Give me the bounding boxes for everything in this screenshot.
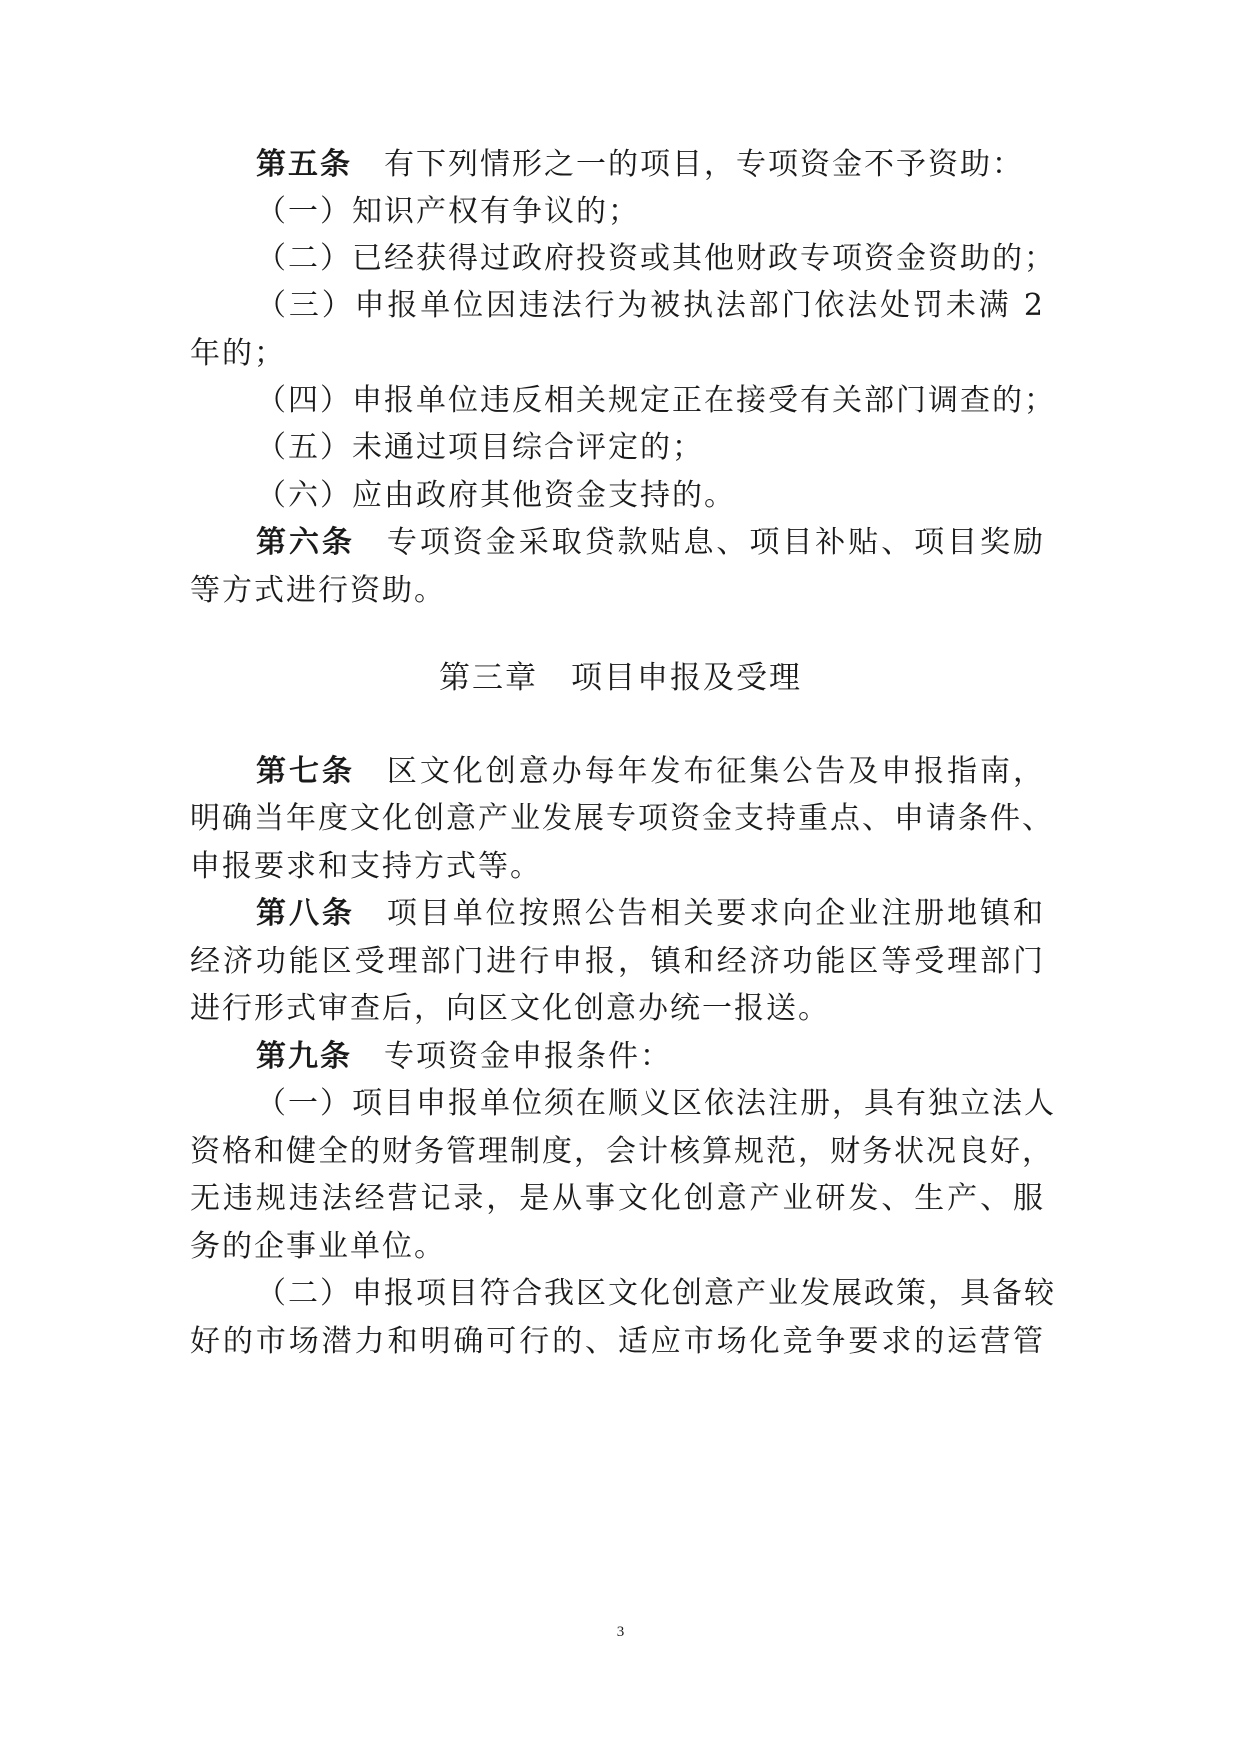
- article-text: 区文化创意办每年发布征集公告及申报指南，: [386, 754, 1046, 789]
- article-8-line-1: [256, 892, 1045, 936]
- page-number: 3: [616, 1624, 625, 1640]
- article-5-heading: [256, 143, 1024, 187]
- article-5-item-5: （五）未通过项目综合评定的；: [256, 430, 704, 465]
- article-5-item-4: （四）申报单位违反相关规定正在接受有关部门调查的；: [256, 383, 1056, 418]
- article-6-line-2: 等方式进行资助。: [190, 573, 446, 608]
- article-5-item-3-continued: 年的；: [190, 336, 286, 371]
- article-text: 项目单位按照公告相关要求向企业注册地镇和: [386, 896, 1046, 931]
- article-7-line-3: 申报要求和支持方式等。: [190, 849, 542, 884]
- article-5-item-3: （三）申报单位因违法行为被执法部门依法处罚未满 2: [256, 288, 1045, 323]
- article-9-heading: [256, 1035, 672, 1079]
- article-label: 第九条: [256, 1039, 352, 1074]
- chapter-title: 第三章 项目申报及受理: [439, 660, 802, 696]
- article-label: 第六条: [256, 525, 355, 560]
- article-7-line-2: 明确当年度文化创意产业发展专项资金支持重点、申请条件、: [190, 801, 1054, 836]
- article-9-item-1-line-1: （一）项目申报单位须在顺义区依法注册，具有独立法人: [256, 1086, 1056, 1121]
- article-9-item-1-line-2: 资格和健全的财务管理制度，会计核算规范，财务状况良好，: [190, 1134, 1054, 1169]
- article-9-item-2-line-1: （二）申报项目符合我区文化创意产业发展政策，具备较: [256, 1276, 1056, 1311]
- article-6-line-1: [256, 521, 1045, 565]
- article-label: 第八条: [256, 896, 355, 931]
- article-7-line-1: [256, 750, 1045, 794]
- article-8-line-2: 经济功能区受理部门进行申报，镇和经济功能区等受理部门: [190, 944, 1045, 979]
- article-9-item-2-line-2: 好的市场潜力和明确可行的、适应市场化竞争要求的运营管: [190, 1324, 1045, 1359]
- article-text: 专项资金采取贷款贴息、项目补贴、项目奖励: [386, 525, 1046, 560]
- article-5-item-1: （一）知识产权有争议的；: [256, 194, 640, 229]
- article-label: 第五条: [256, 147, 352, 182]
- article-text: 专项资金申报条件：: [384, 1039, 672, 1074]
- article-9-item-1-line-3: 无违规违法经营记录，是从事文化创意产业研发、生产、服: [190, 1181, 1045, 1216]
- article-5-item-6: （六）应由政府其他资金支持的。: [256, 478, 736, 513]
- article-9-item-1-line-4: 务的企事业单位。: [190, 1229, 446, 1264]
- article-text: 有下列情形之一的项目，专项资金不予资助：: [384, 147, 1024, 182]
- article-label: 第七条: [256, 754, 355, 789]
- article-5-item-2: （二）已经获得过政府投资或其他财政专项资金资助的；: [256, 241, 1056, 276]
- article-8-line-3: 进行形式审查后，向区文化创意办统一报送。: [190, 991, 830, 1026]
